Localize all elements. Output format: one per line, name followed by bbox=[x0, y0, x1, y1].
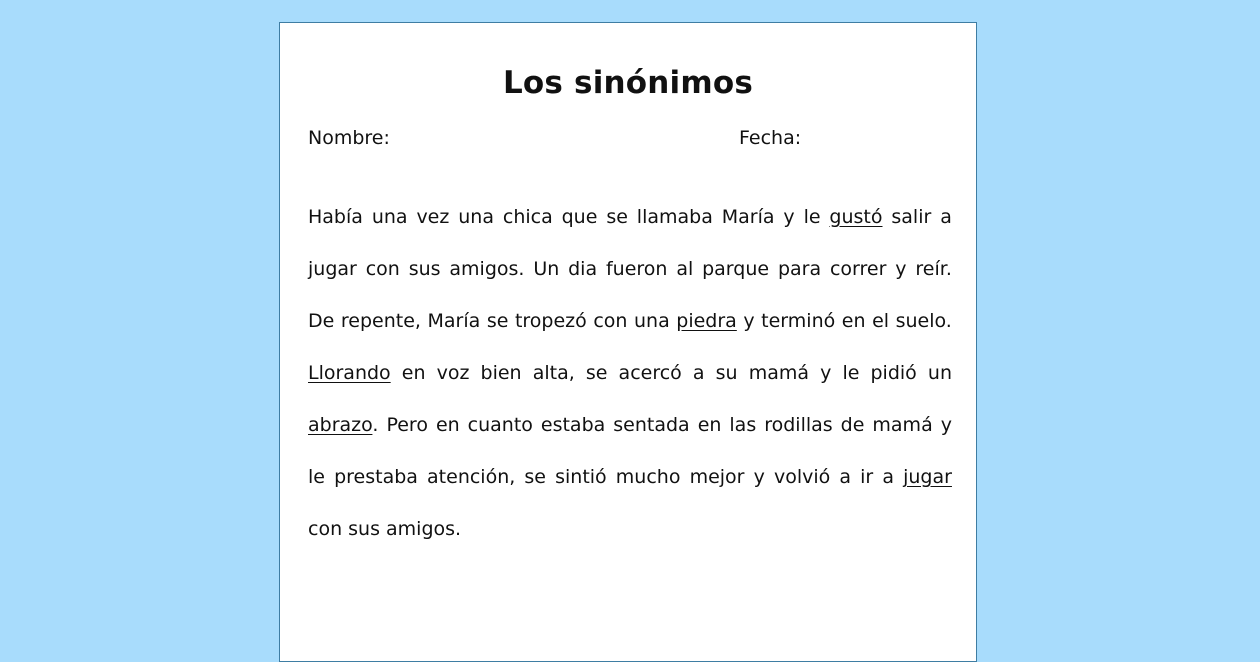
word-text: y bbox=[743, 310, 755, 332]
word-text: sus bbox=[408, 258, 441, 280]
passage-word bbox=[749, 347, 809, 399]
passage-word bbox=[764, 399, 832, 451]
worksheet-title: Los sinónimos bbox=[502, 65, 754, 101]
passage-word bbox=[568, 243, 597, 295]
underlined-word bbox=[829, 191, 882, 243]
word-text: chica bbox=[502, 206, 553, 228]
passage-word bbox=[613, 399, 689, 451]
word-text: un bbox=[927, 362, 952, 384]
passage-word bbox=[606, 191, 628, 243]
passage-line bbox=[308, 191, 952, 243]
word-text: y bbox=[895, 258, 907, 280]
word-text: a bbox=[940, 206, 952, 228]
word-text: se bbox=[606, 206, 628, 228]
passage-word bbox=[308, 191, 363, 243]
word-text: bien bbox=[480, 362, 522, 384]
word-text: en bbox=[841, 310, 866, 332]
passage-word bbox=[676, 243, 693, 295]
passage-word bbox=[533, 347, 575, 399]
word-text: pidió bbox=[870, 362, 917, 384]
passage-word bbox=[481, 347, 522, 399]
passage-word bbox=[804, 191, 821, 243]
word-text: estaba bbox=[540, 414, 606, 436]
word-text: suelo. bbox=[895, 310, 952, 332]
passage-word bbox=[754, 451, 765, 503]
passage-word bbox=[515, 295, 587, 347]
passage-word bbox=[842, 295, 866, 347]
word-text: una bbox=[634, 310, 670, 332]
word-text: María bbox=[427, 310, 481, 332]
passage-line bbox=[308, 243, 952, 295]
passage-word bbox=[841, 399, 865, 451]
word-text: en bbox=[435, 414, 460, 436]
word-text: María bbox=[721, 206, 775, 228]
word-text: Llorando bbox=[308, 362, 391, 384]
passage-word bbox=[729, 399, 756, 451]
passage-word bbox=[722, 191, 775, 243]
word-text: y bbox=[753, 466, 765, 488]
word-text: con bbox=[365, 258, 400, 280]
word-text: parque bbox=[702, 258, 770, 280]
passage-line bbox=[308, 503, 952, 555]
passage-word bbox=[427, 451, 515, 503]
passage-word bbox=[940, 191, 952, 243]
passage-word bbox=[341, 295, 421, 347]
word-text: y bbox=[783, 206, 795, 228]
word-text: alta, bbox=[532, 362, 575, 384]
passage-line bbox=[308, 451, 952, 503]
passage-word bbox=[698, 399, 722, 451]
passage-word bbox=[533, 243, 559, 295]
underlined-word bbox=[676, 295, 737, 347]
name-label: Nombre: bbox=[308, 127, 390, 149]
word-text: jugar bbox=[903, 466, 952, 488]
passage-word bbox=[872, 295, 889, 347]
passage-word bbox=[555, 451, 607, 503]
passage-word bbox=[716, 347, 738, 399]
passage-word bbox=[637, 191, 713, 243]
worksheet-page bbox=[279, 22, 977, 662]
passage-word bbox=[593, 295, 627, 347]
word-text: y bbox=[940, 414, 952, 436]
passage-word bbox=[372, 191, 408, 243]
passage-word bbox=[308, 451, 325, 503]
word-text: se bbox=[486, 310, 509, 332]
story-passage bbox=[308, 191, 952, 555]
passage-line bbox=[308, 347, 952, 399]
passage-word bbox=[468, 399, 533, 451]
word-text: dia bbox=[568, 258, 598, 280]
word-text: le bbox=[842, 362, 860, 384]
word-text: de bbox=[840, 414, 865, 436]
passage-word bbox=[839, 451, 851, 503]
passage-word bbox=[634, 295, 670, 347]
word-text: Había bbox=[308, 206, 363, 228]
passage-word bbox=[416, 191, 449, 243]
word-text: correr bbox=[829, 258, 887, 280]
word-text: que bbox=[561, 206, 598, 228]
word-text: atención, bbox=[427, 466, 516, 488]
word-text: acercó bbox=[618, 362, 682, 384]
passage-word bbox=[503, 191, 553, 243]
word-text: el bbox=[872, 310, 890, 332]
word-text: a bbox=[692, 362, 705, 384]
passage-word bbox=[860, 451, 873, 503]
word-text: repente, bbox=[340, 310, 421, 332]
word-text: tropezó bbox=[514, 310, 587, 332]
underlined-word bbox=[903, 451, 952, 503]
word-text: le bbox=[803, 206, 821, 228]
word-text: Un bbox=[533, 258, 560, 280]
date-label: Fecha: bbox=[739, 127, 802, 149]
passage-word bbox=[702, 243, 769, 295]
passage-word bbox=[524, 451, 546, 503]
underlined-word bbox=[308, 347, 391, 399]
passage-word bbox=[830, 243, 886, 295]
passage-word bbox=[616, 451, 681, 503]
passage-word bbox=[690, 451, 745, 503]
word-text: amigos. bbox=[449, 258, 525, 280]
word-text: De bbox=[308, 310, 335, 332]
passage-word bbox=[872, 399, 932, 451]
word-text: en bbox=[697, 414, 722, 436]
passage-word bbox=[928, 347, 952, 399]
passage-word bbox=[409, 243, 441, 295]
passage-word bbox=[402, 347, 426, 399]
word-text: salir bbox=[891, 206, 932, 228]
passage-word bbox=[693, 347, 705, 399]
word-text: vez bbox=[416, 206, 450, 228]
word-text: en bbox=[401, 362, 426, 384]
word-text: le bbox=[308, 466, 325, 488]
passage-word bbox=[487, 295, 509, 347]
word-text: piedra bbox=[676, 310, 737, 332]
passage-word bbox=[778, 243, 821, 295]
passage-line bbox=[308, 295, 952, 347]
word-text: las bbox=[729, 414, 757, 436]
word-text: reír. bbox=[915, 258, 952, 280]
passage-line bbox=[308, 399, 952, 451]
passage-word bbox=[449, 243, 524, 295]
passage-word bbox=[891, 191, 931, 243]
word-text: volvió bbox=[773, 466, 831, 488]
passage-word bbox=[871, 347, 917, 399]
passage-word bbox=[743, 295, 754, 347]
passage-word bbox=[896, 295, 952, 347]
passage-word bbox=[366, 243, 400, 295]
word-text: y bbox=[820, 362, 832, 384]
passage-word bbox=[308, 503, 461, 555]
word-text: para bbox=[777, 258, 822, 280]
word-text: fueron bbox=[605, 258, 668, 280]
word-text: una bbox=[371, 206, 408, 228]
word-text: se bbox=[585, 362, 608, 384]
passage-word bbox=[334, 451, 418, 503]
word-text: mamá bbox=[748, 362, 809, 384]
word-text: mamá bbox=[872, 414, 933, 436]
word-text: gustó bbox=[829, 206, 883, 228]
passage-word bbox=[562, 191, 598, 243]
passage-word bbox=[437, 347, 470, 399]
word-text: al bbox=[676, 258, 694, 280]
passage-word bbox=[619, 347, 682, 399]
passage-word bbox=[308, 295, 334, 347]
passage-word bbox=[820, 347, 831, 399]
passage-word bbox=[895, 243, 906, 295]
word-text: cuanto bbox=[467, 414, 533, 436]
passage-word bbox=[436, 399, 460, 451]
word-text: a bbox=[882, 466, 894, 488]
word-text: una bbox=[458, 206, 494, 228]
passage-word bbox=[586, 347, 608, 399]
word-text: se bbox=[524, 466, 546, 488]
word-text: a bbox=[839, 466, 852, 488]
word-text: jugar bbox=[308, 258, 357, 280]
word-text: terminó bbox=[761, 310, 836, 332]
passage-word bbox=[774, 451, 830, 503]
word-text: mucho bbox=[615, 466, 681, 488]
passage-word bbox=[761, 295, 835, 347]
passage-word bbox=[882, 451, 894, 503]
word-punctuation: . bbox=[372, 414, 379, 436]
passage-word bbox=[941, 399, 952, 451]
passage-word bbox=[915, 243, 951, 295]
word-text: Pero bbox=[386, 414, 428, 436]
passage-word bbox=[458, 191, 494, 243]
passage-word bbox=[606, 243, 667, 295]
word-text: ir bbox=[860, 466, 874, 488]
passage-word bbox=[842, 347, 859, 399]
word-text: con bbox=[593, 310, 628, 332]
word-text: sintió bbox=[555, 466, 607, 488]
word-text: llamaba bbox=[636, 206, 713, 228]
word-text: su bbox=[715, 362, 738, 384]
passage-word bbox=[541, 399, 605, 451]
word-text: abrazo bbox=[308, 414, 373, 436]
passage-word bbox=[783, 191, 794, 243]
word-text: sentada bbox=[613, 414, 690, 436]
word-text: mejor bbox=[689, 466, 745, 488]
word-text: voz bbox=[436, 362, 470, 384]
word-text: con sus amigos. bbox=[308, 518, 462, 540]
underlined-word bbox=[308, 399, 378, 451]
passage-word bbox=[427, 295, 480, 347]
passage-word bbox=[386, 399, 428, 451]
word-text: rodillas bbox=[764, 414, 833, 436]
passage-word bbox=[308, 243, 357, 295]
word-text: prestaba bbox=[334, 466, 418, 488]
